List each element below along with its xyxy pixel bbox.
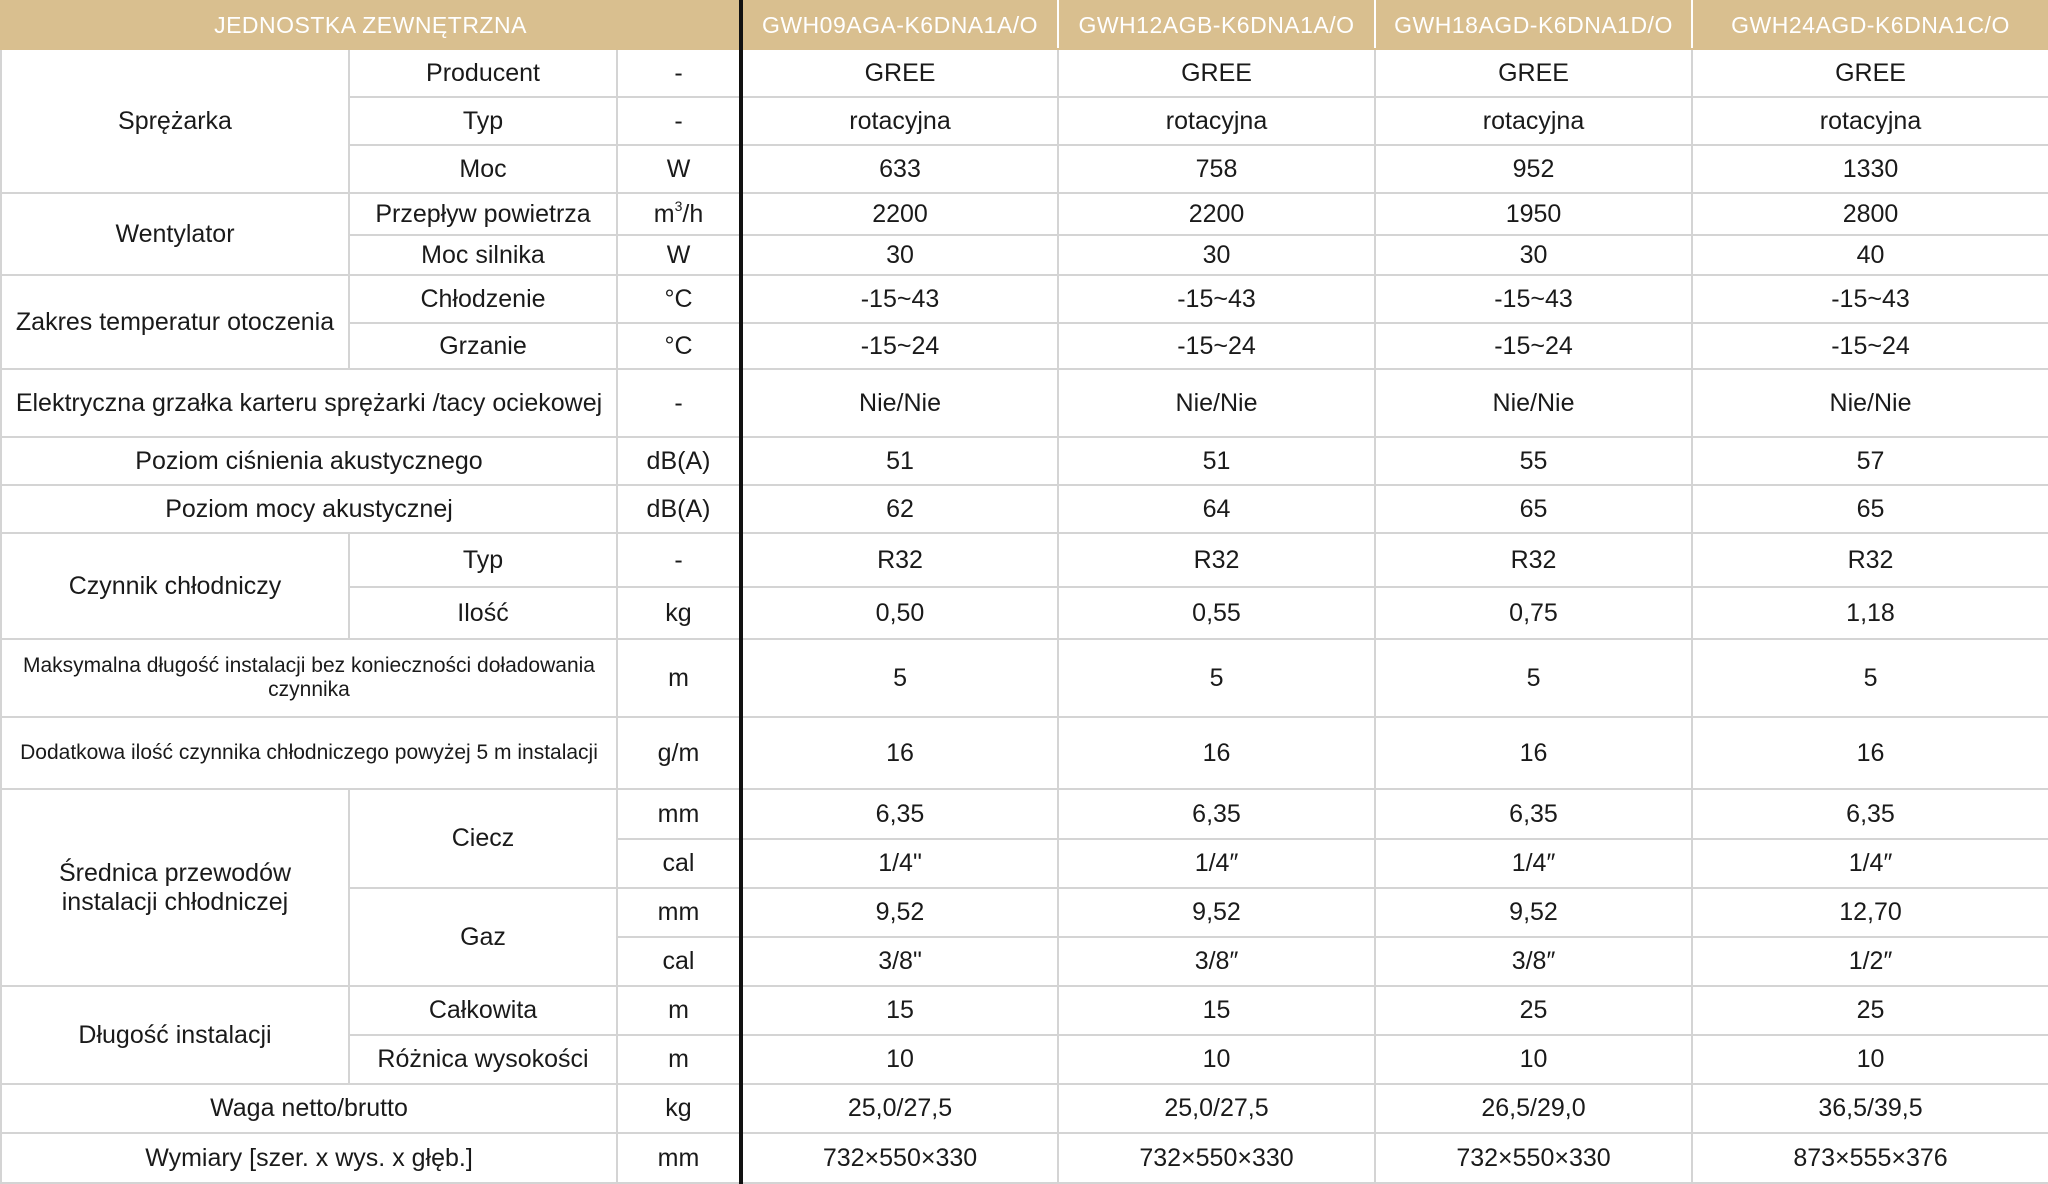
value-cell: 5 <box>1692 639 2048 717</box>
unit-cell: kg <box>617 1084 741 1133</box>
value-cell: 10 <box>1692 1035 2048 1084</box>
value-cell: Nie/Nie <box>741 369 1058 437</box>
unit-cell: °C <box>617 323 741 369</box>
value-cell: 36,5/39,5 <box>1692 1084 2048 1133</box>
unit-cell: kg <box>617 587 741 639</box>
table-row <box>1 789 2048 839</box>
unit-cell: mm <box>617 789 741 839</box>
value-cell: -15~43 <box>741 275 1058 323</box>
unit-cell: cal <box>617 839 741 888</box>
unit-base: m <box>653 199 675 228</box>
value-cell: 1,18 <box>1692 587 2048 639</box>
subgroup-label-liquid: Ciecz <box>349 789 617 888</box>
value-cell: GREE <box>1692 49 2048 97</box>
value-cell: 16 <box>1375 717 1692 789</box>
unit-cell: dB(A) <box>617 437 741 485</box>
value-cell: 2200 <box>741 193 1058 235</box>
value-cell: 0,55 <box>1058 587 1375 639</box>
value-cell: 26,5/29,0 <box>1375 1084 1692 1133</box>
group-label-compressor: Sprężarka <box>1 49 349 193</box>
table-row <box>1 1084 2048 1133</box>
row-label: Przepływ powietrza <box>349 193 617 235</box>
model-header: GWH24AGD-K6DNA1C/O <box>1692 1 2048 49</box>
unit-superscript: 3 <box>674 197 683 214</box>
value-cell: 9,52 <box>1375 888 1692 937</box>
value-cell: 732×550×330 <box>1375 1133 1692 1183</box>
row-label: Maksymalna długość instalacji bez konieczności doładowania czynnika <box>1 639 617 717</box>
value-cell: 51 <box>741 437 1058 485</box>
value-cell: 1/4″ <box>1375 839 1692 888</box>
value-cell: -15~43 <box>1058 275 1375 323</box>
table-row <box>1 639 2048 717</box>
value-cell: 57 <box>1692 437 2048 485</box>
value-cell: 758 <box>1058 145 1375 193</box>
value-cell: -15~24 <box>1692 323 2048 369</box>
row-label: Różnica wysokości <box>349 1035 617 1084</box>
unit-cell: - <box>617 533 741 587</box>
value-cell: 10 <box>741 1035 1058 1084</box>
row-label: Waga netto/brutto <box>1 1084 617 1133</box>
row-label: Ilość <box>349 587 617 639</box>
value-cell: Nie/Nie <box>1692 369 2048 437</box>
table-row <box>1 369 2048 437</box>
unit-cell <box>617 193 741 235</box>
value-cell: -15~24 <box>1375 323 1692 369</box>
value-cell: 732×550×330 <box>741 1133 1058 1183</box>
unit-cell: dB(A) <box>617 485 741 533</box>
unit-cell: - <box>617 369 741 437</box>
value-cell: R32 <box>741 533 1058 587</box>
table-row <box>1 49 2048 97</box>
unit-suffix: /h <box>682 199 704 228</box>
value-cell: 30 <box>1058 235 1375 275</box>
value-cell: 62 <box>741 485 1058 533</box>
unit-cell: W <box>617 235 741 275</box>
value-cell: 10 <box>1058 1035 1375 1084</box>
unit-cell: - <box>617 97 741 145</box>
value-cell: 3/8″ <box>1058 937 1375 986</box>
row-label: Całkowita <box>349 986 617 1035</box>
group-label-fan: Wentylator <box>1 193 349 275</box>
header-title: JEDNOSTKA ZEWNĘTRZNA <box>1 1 741 49</box>
unit-cell: - <box>617 49 741 97</box>
unit-cell: mm <box>617 888 741 937</box>
row-label: Elektryczna grzałka karteru sprężarki /tacy ociekowej <box>1 369 617 437</box>
unit-cell: g/m <box>617 717 741 789</box>
value-cell: 15 <box>741 986 1058 1035</box>
value-cell: 1/4" <box>741 839 1058 888</box>
value-cell: 9,52 <box>741 888 1058 937</box>
value-cell: 5 <box>1058 639 1375 717</box>
value-cell: 2800 <box>1692 193 2048 235</box>
value-cell: 15 <box>1058 986 1375 1035</box>
value-cell: 30 <box>741 235 1058 275</box>
value-cell: rotacyjna <box>1692 97 2048 145</box>
unit-cell: cal <box>617 937 741 986</box>
table-row <box>1 275 2048 323</box>
subgroup-label-gas: Gaz <box>349 888 617 986</box>
group-label-install-length: Długość instalacji <box>1 986 349 1084</box>
value-cell: 2200 <box>1058 193 1375 235</box>
table-row <box>1 717 2048 789</box>
row-label: Wymiary [szer. x wys. x głęb.] <box>1 1133 617 1183</box>
value-cell: 6,35 <box>1375 789 1692 839</box>
value-cell: 16 <box>741 717 1058 789</box>
value-cell: 25 <box>1375 986 1692 1035</box>
row-label: Poziom mocy akustycznej <box>1 485 617 533</box>
value-cell: R32 <box>1375 533 1692 587</box>
model-header: GWH09AGA-K6DNA1A/O <box>741 1 1058 49</box>
model-header: GWH18AGD-K6DNA1D/O <box>1375 1 1692 49</box>
value-cell: 30 <box>1375 235 1692 275</box>
value-cell: 51 <box>1058 437 1375 485</box>
value-cell: 5 <box>741 639 1058 717</box>
group-label-temp-range: Zakres temperatur otoczenia <box>1 275 349 369</box>
value-cell: rotacyjna <box>1375 97 1692 145</box>
unit-cell: m <box>617 986 741 1035</box>
value-cell: -15~43 <box>1375 275 1692 323</box>
row-label: Chłodzenie <box>349 275 617 323</box>
row-label: Producent <box>349 49 617 97</box>
value-cell: GREE <box>741 49 1058 97</box>
value-cell: 10 <box>1375 1035 1692 1084</box>
value-cell: 40 <box>1692 235 2048 275</box>
unit-cell: m <box>617 639 741 717</box>
value-cell: 732×550×330 <box>1058 1133 1375 1183</box>
value-cell: -15~24 <box>1058 323 1375 369</box>
value-cell: 1/2″ <box>1692 937 2048 986</box>
value-cell: 9,52 <box>1058 888 1375 937</box>
value-cell: 3/8″ <box>1375 937 1692 986</box>
value-cell: 873×555×376 <box>1692 1133 2048 1183</box>
row-label: Dodatkowa ilość czynnika chłodniczego powyżej 5 m instalacji <box>1 717 617 789</box>
table-row <box>1 1133 2048 1183</box>
value-cell: Nie/Nie <box>1058 369 1375 437</box>
model-header: GWH12AGB-K6DNA1A/O <box>1058 1 1375 49</box>
unit-cell: mm <box>617 1133 741 1183</box>
group-label-pipe-diameter: Średnica przewodów instalacji chłodniczej <box>1 789 349 986</box>
value-cell: 65 <box>1692 485 2048 533</box>
row-label: Typ <box>349 97 617 145</box>
row-label: Typ <box>349 533 617 587</box>
group-label-refrigerant: Czynnik chłodniczy <box>1 533 349 639</box>
value-cell: 16 <box>1692 717 2048 789</box>
value-cell: Nie/Nie <box>1375 369 1692 437</box>
row-label: Moc <box>349 145 617 193</box>
value-cell: 65 <box>1375 485 1692 533</box>
value-cell: rotacyjna <box>741 97 1058 145</box>
table-row <box>1 986 2048 1035</box>
value-cell: 633 <box>741 145 1058 193</box>
table-row <box>1 437 2048 485</box>
value-cell: 1/4″ <box>1692 839 2048 888</box>
value-cell: 16 <box>1058 717 1375 789</box>
value-cell: 6,35 <box>741 789 1058 839</box>
value-cell: 0,75 <box>1375 587 1692 639</box>
value-cell: 1950 <box>1375 193 1692 235</box>
table-row <box>1 533 2048 587</box>
value-cell: 25 <box>1692 986 2048 1035</box>
value-cell: R32 <box>1058 533 1375 587</box>
value-cell: rotacyjna <box>1058 97 1375 145</box>
value-cell: -15~43 <box>1692 275 2048 323</box>
unit-cell: W <box>617 145 741 193</box>
value-cell: 952 <box>1375 145 1692 193</box>
value-cell: -15~24 <box>741 323 1058 369</box>
value-cell: 55 <box>1375 437 1692 485</box>
value-cell: 12,70 <box>1692 888 2048 937</box>
table-row <box>1 193 2048 235</box>
value-cell: 64 <box>1058 485 1375 533</box>
value-cell: 25,0/27,5 <box>1058 1084 1375 1133</box>
header-row <box>1 1 2048 49</box>
value-cell: 5 <box>1375 639 1692 717</box>
value-cell: 6,35 <box>1058 789 1375 839</box>
row-label: Poziom ciśnienia akustycznego <box>1 437 617 485</box>
value-cell: 1/4″ <box>1058 839 1375 888</box>
value-cell: 1330 <box>1692 145 2048 193</box>
value-cell: GREE <box>1058 49 1375 97</box>
unit-cell: °C <box>617 275 741 323</box>
value-cell: 6,35 <box>1692 789 2048 839</box>
table-row <box>1 485 2048 533</box>
row-label: Moc silnika <box>349 235 617 275</box>
unit-cell: m <box>617 1035 741 1084</box>
row-label: Grzanie <box>349 323 617 369</box>
value-cell: R32 <box>1692 533 2048 587</box>
value-cell: GREE <box>1375 49 1692 97</box>
value-cell: 0,50 <box>741 587 1058 639</box>
value-cell: 3/8" <box>741 937 1058 986</box>
value-cell: 25,0/27,5 <box>741 1084 1058 1133</box>
